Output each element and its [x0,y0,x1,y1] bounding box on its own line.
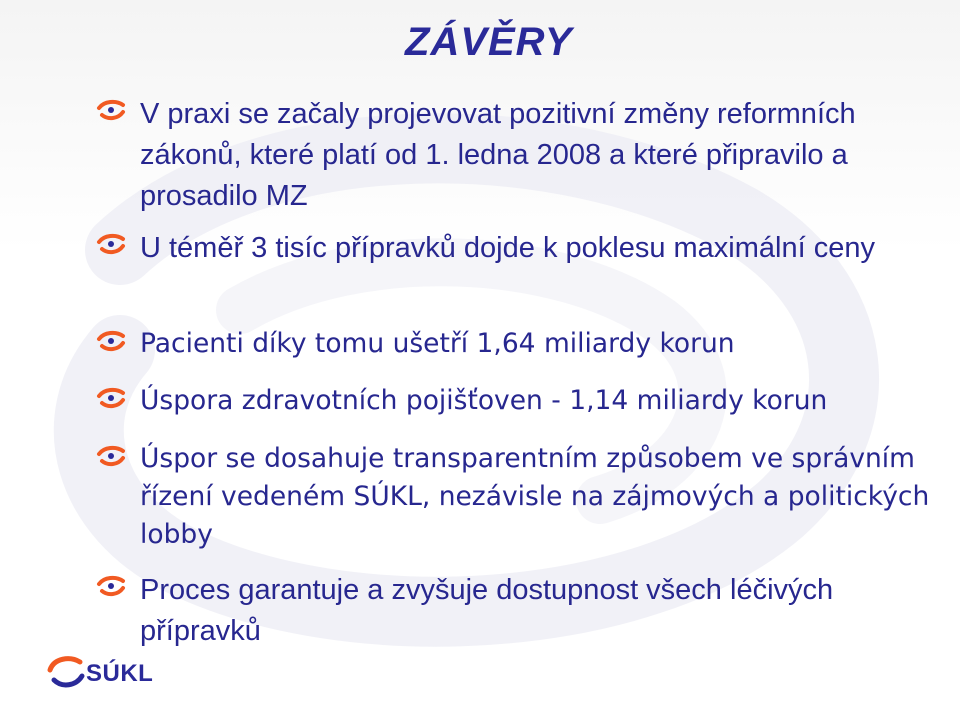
orange-swoosh-bullet-icon [96,386,126,410]
bullet-text: Pacienti díky tomu ušetří 1,64 miliardy korun [140,328,735,359]
sukl-logo-label: SÚKL [86,660,154,687]
bullet-text: Úspor se dosahuje transparentním způsobem ve správním řízení vedeném SÚKL, nezávisle na zájmových a politických lobby [140,443,930,550]
bullet-text: U téměř 3 tisíc přípravků dojde k poklesu maximální ceny [140,232,875,264]
bullet-text: Proces garantuje a zvyšuje dostupnost všech léčivých přípravků [140,574,834,647]
bullet-text: V praxi se začaly projevovat pozitivní změny reformních zákonů, které platí od 1. ledna 2008 a které připravilo a prosadilo MZ [140,98,856,212]
bullet-text: Úspora zdravotních pojišťoven - 1,14 miliardy korun [140,385,828,416]
orange-swoosh-bullet-icon [96,444,126,468]
orange-swoosh-bullet-icon [96,98,126,122]
orange-swoosh-bullet-icon [96,574,126,598]
orange-swoosh-bullet-icon [96,329,126,353]
slide-title: ZÁVĚRY [405,20,573,64]
orange-swoosh-bullet-icon [96,232,126,256]
